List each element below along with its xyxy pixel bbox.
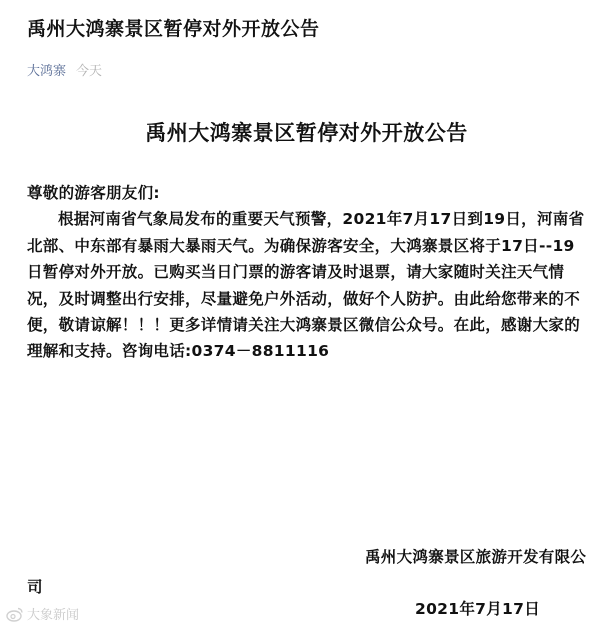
- notice-body: [27, 180, 589, 365]
- notice-salutation: 尊敬的游客朋友们:: [27, 184, 160, 202]
- author-link[interactable]: 大鸿寨: [27, 64, 67, 79]
- notice-issuer: 禹州大鸿寨景区旅游开发有限公司: [27, 548, 587, 596]
- article-meta: [27, 60, 102, 79]
- publish-date: 今天: [76, 64, 103, 79]
- watermark: [6, 604, 79, 623]
- watermark-text: 大象新闻: [27, 608, 80, 623]
- notice-heading: 禹州大鸿寨景区暂停对外开放公告: [145, 121, 468, 145]
- notice-issue-date: 2021年7月17日: [415, 600, 540, 618]
- article-title: 禹州大鸿寨景区暂停对外开放公告: [27, 18, 320, 40]
- weibo-icon: [6, 606, 24, 622]
- notice-paragraph: 根据河南省气象局发布的重要天气预警，2021年7月17日到19日，河南省北部、中东部有暴雨大暴雨天气。为确保游客安全，大鸿寨景区将于17日--19日暂停对外开放。已购买当日门票的游客请及时退票，请大家随时关注天气情况，及时调整出行安排，尽量避免户外活动，做好个人防护。由此给您带来的不便，敬请谅解！！！更多详情请关注大鸿寨景区微信公众号。在此，感谢大家的理解和支持。咨询电话:0374－8811116: [27, 210, 585, 361]
